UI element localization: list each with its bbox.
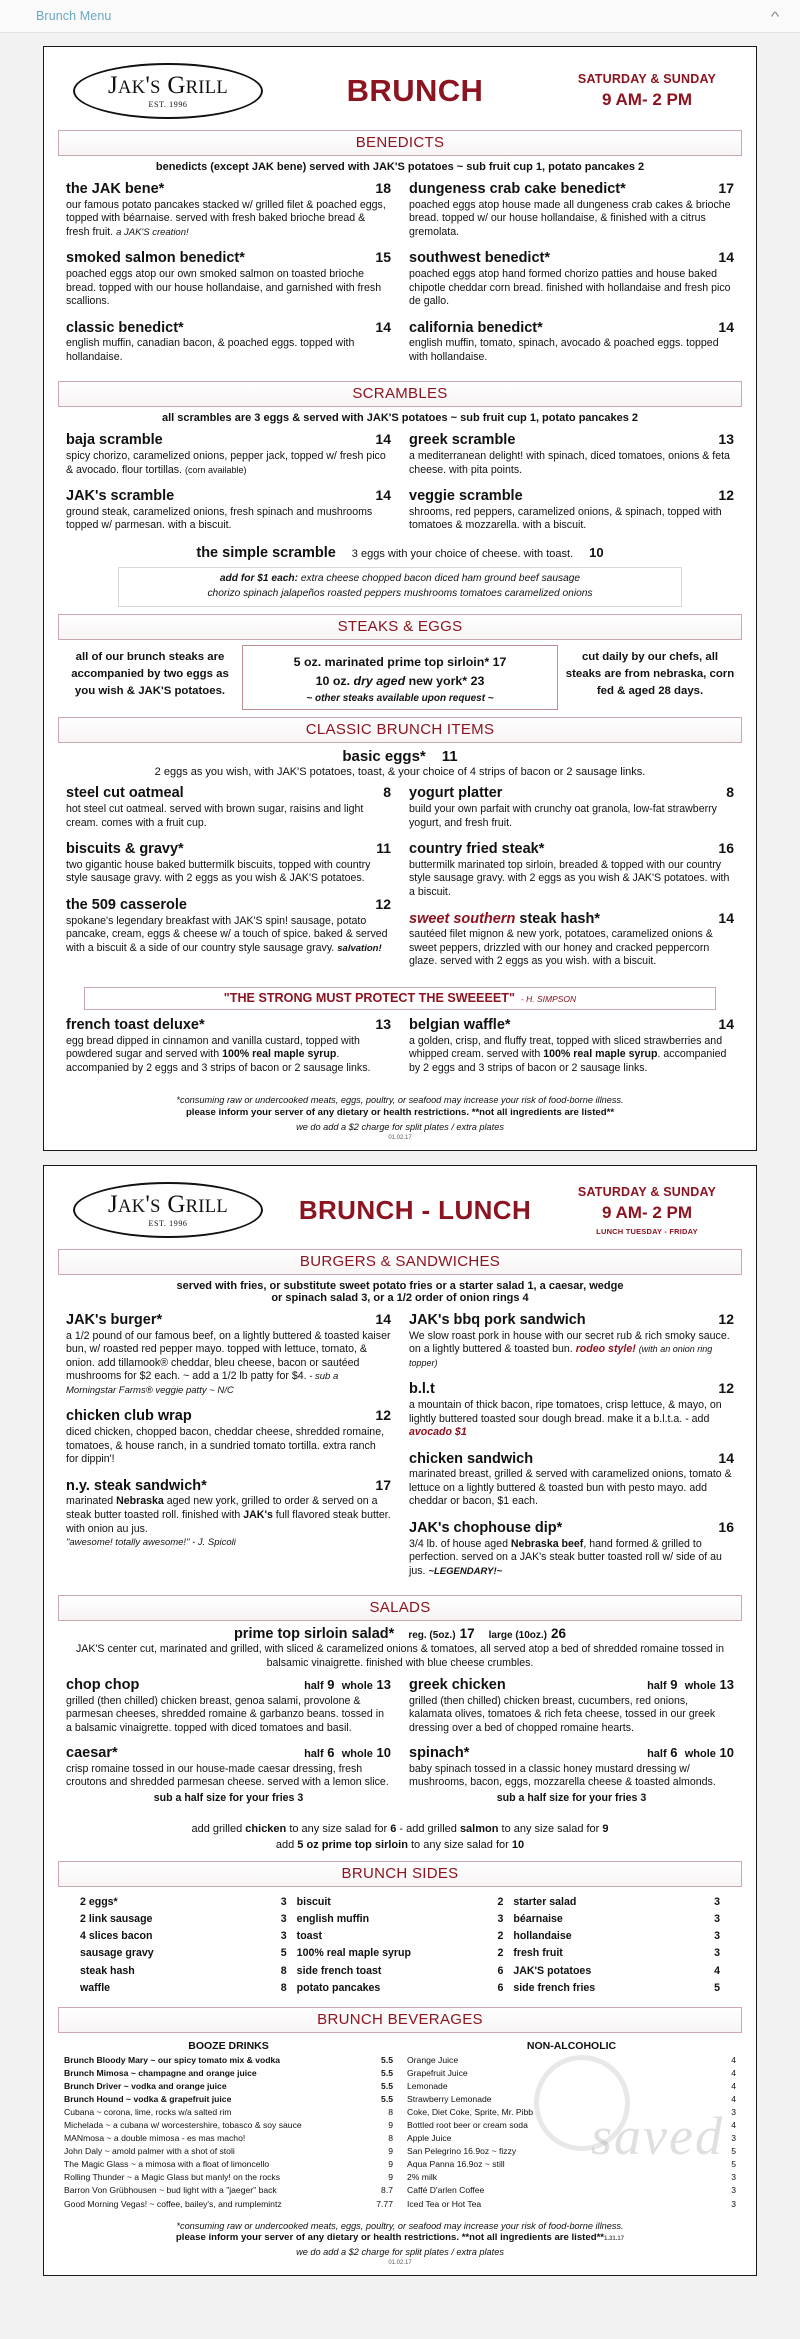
side-row: béarnaise 3 bbox=[513, 1913, 721, 1926]
item-name: yogurt platter bbox=[409, 785, 503, 802]
item-price: 17 bbox=[718, 180, 734, 196]
item-desc: a mountain of thick bacon, ripe tomatoes, crisp lettuce, & mayo, on lightly buttered toasted sour dough bread. make it a b.l.t.a. - add avocado $1 bbox=[409, 1399, 722, 1439]
section-heading-brunch-beverages: BRUNCH BEVERAGES bbox=[58, 2007, 742, 2033]
logo-text: JAK'S GRILL bbox=[108, 72, 228, 99]
item-price: 16 bbox=[718, 1519, 734, 1535]
side-row: steak hash 8 bbox=[80, 1964, 287, 1977]
salad-items bbox=[58, 1677, 742, 1814]
item-price: 14 bbox=[718, 249, 734, 266]
side-row: side french toast 6 bbox=[296, 1964, 504, 1977]
menu-item bbox=[409, 1016, 734, 1075]
footer-revision-date: 01.02.17 bbox=[388, 2260, 412, 2267]
item-desc: diced chicken, chopped bacon, cheddar cheese, shredded romaine, tomatoes, & house ranch, in a sundried tomato tortilla. extra ranch for dippin'! bbox=[66, 1426, 385, 1466]
item-desc: a golden, crisp, and fluffy treat, topped with sliced strawberries and whipped cream. served with 100% real maple syrup. accompanied by 2 eggs and 3 strips of bacon or 2 sausage links. bbox=[409, 1034, 727, 1074]
item-desc: poached eggs atop hand formed chorizo patties and house baked chipotle cheddar corn bread. finished with hollandaise and fresh pico de gallo. bbox=[409, 267, 731, 308]
classic-items bbox=[58, 784, 742, 978]
item-desc: 3 eggs with your choice of cheese. with toast. bbox=[351, 547, 574, 560]
menu-item bbox=[409, 1519, 734, 1578]
logo-est: EST. 1996 bbox=[148, 100, 188, 109]
section-heading-salads: SALADS bbox=[58, 1595, 742, 1621]
page1-footer bbox=[58, 1094, 742, 1142]
page-title: BRUNCH - LUNCH bbox=[298, 1194, 532, 1225]
logo bbox=[62, 63, 274, 119]
item-name: caesar* bbox=[66, 1745, 118, 1762]
side-row: toast 2 bbox=[296, 1930, 504, 1943]
beverage-row: 2% milk 3 bbox=[407, 2172, 736, 2183]
menu-item bbox=[409, 1380, 734, 1439]
item-credit: "awesome! totally awesome!" - J. Spicoli bbox=[66, 1537, 236, 1549]
item-credit-note: (with an onion ring topper) bbox=[409, 1344, 713, 1368]
menu-item bbox=[409, 910, 734, 969]
section-heading-steaks-and-eggs: STEAKS & EGGS bbox=[58, 614, 742, 640]
size-reg-label: reg. (5oz.) bbox=[408, 1630, 456, 1642]
hours-days: SATURDAY & SUNDAY bbox=[577, 1184, 717, 1199]
menu-item bbox=[66, 1407, 391, 1466]
item-price: 14 bbox=[718, 909, 734, 926]
item-price: 14 bbox=[718, 1449, 734, 1466]
item-sizes: half 9 whole 13 bbox=[647, 1676, 734, 1692]
item-desc: spicy chorizo, caramelized onions, pepper jack, topped w/ fresh pico & avocado. flour tortillas. bbox=[66, 450, 386, 476]
item-price: 14 bbox=[375, 487, 391, 504]
item-name: chop chop bbox=[66, 1676, 140, 1693]
item-desc: grilled (then chilled) chicken breast, cucumbers, red onions, kalamata olives, tomatoes & rich feta cheese, tossed in our greek dressing over a bed of chopped romaine hearts. bbox=[409, 1694, 716, 1734]
item-price: 15 bbox=[375, 249, 391, 266]
item-price: 12 bbox=[718, 487, 734, 504]
menu-item bbox=[66, 487, 391, 533]
side-row: 100% real maple syrup 2 bbox=[296, 1947, 504, 1960]
item-desc: ground steak, caramelized onions, fresh spinach and mushrooms topped w/ parmesan. with a biscuit. bbox=[66, 505, 373, 532]
item-desc: poached eggs atop house made all dungeness crab cakes & brioche bread. topped w/ our house hollandaise, & finished with a citrus gremolata. bbox=[409, 198, 731, 238]
menu-item bbox=[409, 249, 734, 308]
item-price: 14 bbox=[375, 1311, 391, 1328]
beverage-row: Barron Von Grübhousen ~ bud light with a "jaeger" back 8.7 bbox=[64, 2185, 393, 2196]
menu-item bbox=[409, 431, 734, 477]
item-name: dungeness crab cake benedict* bbox=[409, 181, 626, 197]
footer-split-charge: we do add a $2 charge for split plates / extra plates bbox=[296, 2246, 504, 2257]
menu-item bbox=[66, 1016, 391, 1075]
beverage-row: Michelada ~ a cubana w/ worcestershire, tobasco & soy sauce 9 bbox=[64, 2120, 393, 2131]
side-row: JAK'S potatoes 4 bbox=[513, 1964, 721, 1977]
side-row: 4 slices bacon 3 bbox=[80, 1930, 287, 1943]
footer-disclaimer: *consuming raw or undercooked meats, eggs, poultry, or seafood may increase your risk of food-borne illness. bbox=[176, 1095, 624, 1106]
item-price: 13 bbox=[375, 1015, 391, 1032]
footer-revision-date: 01.02.17 bbox=[388, 1134, 412, 1141]
item-price: 12 bbox=[718, 1380, 734, 1397]
footer-split-charge: we do add a $2 charge for split plates / extra plates bbox=[296, 1121, 504, 1132]
section-heading-scrambles: SCRAMBLES bbox=[58, 381, 742, 407]
salad-addons: add grilled chicken to any size salad for 6 - add grilled salmon to any size salad for 9 add 5 oz prime top sirloin to any size salad for 10 bbox=[191, 1822, 609, 1852]
steaks-price-box bbox=[242, 645, 558, 710]
menu-item bbox=[66, 1677, 391, 1735]
beverage-row: Brunch Driver ~ vodka and orange juice 5.5 bbox=[64, 2080, 393, 2091]
beverage-row: Rolling Thunder ~ a Magic Glass but manly! on the rocks 9 bbox=[64, 2172, 393, 2183]
item-price: 8 bbox=[726, 784, 734, 801]
item-name: chicken club wrap bbox=[66, 1408, 192, 1425]
item-desc-note: (corn available) bbox=[184, 464, 247, 475]
item-name: baja scramble bbox=[66, 432, 163, 449]
menu-item bbox=[409, 1677, 734, 1735]
item-credit: salvation! bbox=[337, 942, 382, 954]
chevron-up-icon[interactable]: ^ bbox=[770, 8, 780, 24]
item-sizes: half 6 whole 10 bbox=[304, 1745, 391, 1761]
item-name: JAK's scramble bbox=[66, 488, 175, 505]
menu-item bbox=[66, 431, 391, 477]
steaks-left-note: all of our brunch steaks are accompanied by two eggs as you wish & JAK'S potatoes. bbox=[71, 651, 229, 697]
hours bbox=[556, 1185, 738, 1236]
beverage-row: Brunch Bloody Mary ~ our spicy tomato mix & vodka 5.5 bbox=[64, 2054, 393, 2065]
item-desc: marinated breast, grilled & served with caramelized onions, tomato & lettuce on a lightly buttered & toasted bun with pesto mayo. add cheddar or bacon, $1 each. bbox=[409, 1468, 732, 1508]
item-price: 11 bbox=[376, 840, 391, 857]
item-desc: a 1/2 pound of our famous beef, on a lightly buttered & toasted kaiser bun, w/ roasted red pepper mayo. topped with lettuce, tomato, & onion. add tillamook® cheddar, bleu cheese, bacon or sautéed mushrooms for $2 each. ~ add a 1/2 lb patty for $4. bbox=[66, 1329, 391, 1383]
scrambles-items bbox=[58, 431, 742, 543]
item-desc: spokane's legendary breakfast with JAK'S spin! sausage, potato pancake, cream, eggs & cheese w/ a touch of spice. baked & served with a biscuit & a side of our country style sausage gravy. bbox=[66, 914, 388, 954]
item-desc: shrooms, red peppers, caramelized onions, & spinach, topped with tomatoes & mozzarella. with a biscuit. bbox=[409, 505, 722, 532]
item-desc: crisp romaine tossed in our house-made caesar dressing, fresh croutons and shredded parmesan cheese. served with a lemon slice. bbox=[66, 1762, 389, 1789]
item-name: sweet southern steak hash* bbox=[409, 910, 600, 927]
simple-scramble bbox=[58, 545, 742, 561]
menu-item bbox=[409, 1745, 734, 1804]
section-heading-burgers-and-sandwiches: BURGERS & SANDWICHES bbox=[58, 1249, 742, 1275]
hours-time: 9 AM- 2 PM bbox=[601, 1202, 693, 1222]
side-row: english muffin 3 bbox=[296, 1913, 504, 1926]
beverage-row: Aqua Panna 16.9oz ~ still 5 bbox=[407, 2159, 736, 2170]
brunch-menu-accordion-header[interactable] bbox=[0, 0, 800, 33]
item-price: 12 bbox=[375, 1407, 391, 1424]
item-desc: our famous potato pancakes stacked w/ grilled filet & poached eggs, topped with béarnaise. served with fresh baked brioche bread & fresh fruit. bbox=[66, 198, 386, 238]
side-row: starter salad 3 bbox=[513, 1895, 721, 1908]
basic-eggs-item bbox=[58, 748, 742, 778]
logo bbox=[62, 1182, 274, 1238]
menu-item bbox=[66, 1745, 391, 1804]
beverage-row: John Daly ~ amold palmer with a shot of stoli 9 bbox=[64, 2146, 393, 2157]
item-name: southwest benedict* bbox=[409, 250, 550, 267]
section-heading-brunch-sides: BRUNCH SIDES bbox=[58, 1861, 742, 1887]
sides-column bbox=[80, 1894, 287, 1997]
side-row: hollandaise 3 bbox=[513, 1930, 721, 1943]
logo-est: EST. 1996 bbox=[148, 1219, 188, 1229]
item-desc: We slow roast pork in house with our secret rub & rich smoky sauce. on a lightly buttered & toasted bun. bbox=[409, 1329, 730, 1356]
item-credit: rodeo style! bbox=[575, 1343, 636, 1356]
beverages-block bbox=[58, 2038, 742, 2211]
item-price: 13 bbox=[718, 431, 734, 448]
beverage-row: Orange Juice 4 bbox=[407, 2054, 736, 2065]
burgers-items bbox=[58, 1311, 742, 1588]
menu-item bbox=[409, 784, 734, 830]
menu-item bbox=[66, 1311, 391, 1397]
addons-label: add for $1 each: bbox=[219, 572, 299, 584]
item-desc: build your own parfait with crunchy oat granola, low-fat strawberry yogurt, and fresh fruit. bbox=[409, 803, 717, 829]
item-name: spinach* bbox=[409, 1745, 470, 1762]
beverage-row: Bottled root beer or cream soda 4 bbox=[407, 2120, 736, 2131]
item-desc: hot steel cut oatmeal. served with brown sugar, raisins and light cream. comes with a fruit cup. bbox=[66, 803, 364, 829]
addons-row-1: extra cheese chopped bacon diced ham ground beef sausage bbox=[300, 572, 581, 584]
item-price: 17 bbox=[375, 1476, 391, 1493]
footer-notice: please inform your server of any dietary or health restrictions. **not all ingredients are listed**1.31.17 bbox=[175, 2232, 625, 2244]
item-name: prime top sirloin salad* bbox=[233, 1626, 395, 1643]
item-name: greek scramble bbox=[409, 432, 516, 449]
steaks-right-note: cut daily by our chefs, all steaks are from nebraska, corn fed & aged 28 days. bbox=[565, 651, 735, 697]
non-alcoholic-column bbox=[407, 2040, 736, 2211]
hours-days: SATURDAY & SUNDAY bbox=[577, 72, 717, 86]
item-name: JAK's chophouse dip* bbox=[409, 1520, 563, 1536]
beverage-row: Cubana ~ corona, lime, rocks w/a salted rim 8 bbox=[64, 2107, 393, 2118]
brunch-sides-list bbox=[58, 1892, 742, 2001]
size-large-label: large (10oz.) bbox=[488, 1630, 547, 1642]
side-row: sausage gravy 5 bbox=[80, 1947, 287, 1960]
beverage-row: Good Morning Vegas! ~ coffee, bailey's, and rumplemintz 7.77 bbox=[64, 2198, 393, 2209]
beverage-row: Grapefruit Juice 4 bbox=[407, 2067, 736, 2078]
sweets-items bbox=[58, 1016, 742, 1085]
item-desc: sautéed filet mignon & new york, potatoes, caramelized onions & sweet peppers, drizzled with our honey and cracked peppercorn glaze. served with 2 eggs as you wish. with a biscuit. bbox=[409, 928, 713, 968]
item-name: california benedict* bbox=[409, 319, 543, 336]
beverage-row: Iced Tea or Hot Tea 3 bbox=[407, 2198, 736, 2209]
masthead bbox=[58, 1176, 742, 1242]
beverage-row: Apple Juice 3 bbox=[407, 2133, 736, 2144]
menu-item bbox=[66, 180, 391, 239]
prime-top-sirloin-salad bbox=[58, 1626, 742, 1671]
item-name: country fried steak* bbox=[409, 841, 545, 858]
item-name: belgian waffle* bbox=[409, 1016, 511, 1033]
logo-text: JAK'S GRILL bbox=[108, 1191, 228, 1219]
price-reg: 17 bbox=[459, 1626, 475, 1642]
item-desc: buttermilk marinated top sirloin, breaded & topped with our country style sausage gravy. with 2 eggs as you wish & JAK'S potatoes. with a biscuit. bbox=[409, 858, 730, 899]
price-large: 26 bbox=[551, 1626, 567, 1642]
quote-attribution: - H. SIMPSON bbox=[520, 993, 577, 1004]
section-heading-benedicts: BENEDICTS bbox=[58, 130, 742, 156]
item-desc: 2 eggs as you wish, with JAK'S potatoes, toast, & your choice of 4 strips of bacon or 2 sausage links. bbox=[154, 766, 646, 779]
item-name: the simple scramble bbox=[196, 544, 336, 561]
menu-item bbox=[66, 249, 391, 308]
side-row: waffle 8 bbox=[80, 1981, 287, 1994]
item-name: b.l.t bbox=[409, 1381, 435, 1398]
item-name: classic benedict* bbox=[66, 319, 184, 336]
item-desc: english muffin, tomato, spinach, avocado & poached eggs. topped with hollandaise. bbox=[409, 337, 719, 363]
masthead bbox=[58, 57, 742, 123]
menu-item bbox=[66, 840, 391, 886]
hours-time: 9 AM- 2 PM bbox=[601, 90, 693, 109]
sides-column bbox=[297, 1894, 504, 1997]
steaks-request-note: ~ other steaks available upon request ~ bbox=[306, 693, 494, 705]
booze-heading: BOOZE DRINKS bbox=[188, 2039, 269, 2052]
hours-lunch: LUNCH TUESDAY - FRIDAY bbox=[596, 1226, 698, 1236]
beverage-row: Lemonade 4 bbox=[407, 2080, 736, 2091]
menu-item bbox=[66, 1477, 391, 1549]
menu-item bbox=[409, 319, 734, 365]
brunch-menu-sheet bbox=[43, 46, 757, 1151]
item-name: the JAK bene* bbox=[66, 181, 165, 197]
nonalcoholic-heading: NON-ALCOHOLIC bbox=[526, 2039, 617, 2052]
item-desc: a mediterranean delight! with spinach, diced tomatoes, onions & feta cheese. with pita points. bbox=[409, 450, 730, 476]
item-price: 14 bbox=[718, 318, 734, 335]
steak-option-newyork: 10 oz. dry aged new york* 23 bbox=[315, 674, 485, 689]
accordion-title[interactable]: Brunch Menu bbox=[36, 9, 112, 23]
item-name: biscuits & gravy* bbox=[66, 841, 184, 858]
scramble-addons-box bbox=[118, 567, 682, 608]
booze-drinks-column bbox=[64, 2040, 393, 2211]
scrambles-note: all scrambles are 3 eggs & served with JAK'S potatoes ~ sub fruit cup 1, potato pancakes 2 bbox=[161, 412, 639, 425]
menu-item bbox=[409, 487, 734, 533]
item-credit: a JAK'S creation! bbox=[116, 226, 189, 238]
side-row: side french fries 5 bbox=[513, 1981, 721, 1994]
item-name: french toast deluxe* bbox=[66, 1016, 205, 1033]
item-name: chicken sandwich bbox=[409, 1450, 534, 1467]
beverage-row: Brunch Hound ~ vodka & grapefruit juice 5.5 bbox=[64, 2094, 393, 2105]
section-heading-classic-brunch-items: CLASSIC BRUNCH ITEMS bbox=[58, 717, 742, 743]
sides-column bbox=[513, 1894, 720, 1997]
item-subnote: sub a half size for your fries 3 bbox=[496, 1791, 647, 1804]
item-price: 12 bbox=[718, 1311, 734, 1328]
beverage-row: Strawberry Lemonade 4 bbox=[407, 2094, 736, 2105]
menu-item bbox=[66, 319, 391, 365]
item-name: smoked salmon benedict* bbox=[66, 250, 245, 267]
steak-option-sirloin: 5 oz. marinated prime top sirloin* 17 bbox=[293, 655, 507, 670]
page2-footer bbox=[58, 2220, 742, 2268]
item-desc: baby spinach tossed in a classic honey mustard dressing w/ mushrooms, bacon, eggs, mozzarella cheese & toasted almonds. bbox=[409, 1762, 716, 1789]
menu-item bbox=[409, 840, 734, 899]
menu-item bbox=[409, 180, 734, 239]
menu-item bbox=[66, 784, 391, 830]
item-name: n.y. steak sandwich* bbox=[66, 1477, 207, 1494]
benedicts-items bbox=[58, 180, 742, 374]
item-desc: 3/4 lb. of house aged Nebraska beef, hand formed & grilled to perfection. served on a JAK's steak butter toasted roll w/ side of au jus. ~LEGENDARY!~ bbox=[409, 1537, 722, 1577]
item-sizes: half 6 whole 10 bbox=[647, 1745, 734, 1761]
item-name: JAK's bbq pork sandwich bbox=[409, 1312, 586, 1329]
side-row: 2 link sausage 3 bbox=[80, 1913, 287, 1926]
item-name: basic eggs* bbox=[342, 748, 426, 766]
item-name: JAK's burger* bbox=[66, 1312, 163, 1329]
item-desc: english muffin, canadian bacon, & poached eggs. topped with hollandaise. bbox=[66, 337, 355, 363]
beverage-row: The Magic Glass ~ a mimosa with a float of limoncello 9 bbox=[64, 2159, 393, 2170]
item-desc: two gigantic house baked buttermilk biscuits, topped with country style sausage gravy. with 2 eggs as you wish & JAK'S potatoes. bbox=[66, 858, 371, 885]
item-price: 11 bbox=[441, 748, 458, 766]
item-subnote: sub a half size for your fries 3 bbox=[153, 1791, 304, 1804]
item-sizes: half 9 whole 13 bbox=[304, 1676, 391, 1692]
beverage-row: Coke, Diet Coke, Sprite, Mr. Pibb 3 bbox=[407, 2107, 736, 2118]
item-desc: grilled (then chilled) chicken breast, genoa salami, provolone & parmesan cheeses, shredded romaine & garbanzo beans. tossed in a balsamic vinaigrette. topped with diced tomatoes and basil. bbox=[66, 1694, 385, 1734]
footer-disclaimer: *consuming raw or undercooked meats, eggs, poultry, or seafood may increase your risk of food-borne illness. bbox=[176, 2220, 624, 2231]
item-price: 14 bbox=[375, 318, 391, 335]
beverage-row: MANmosa ~ a double mimosa - es mas macho! 8 bbox=[64, 2133, 393, 2144]
item-desc: egg bread dipped in cinnamon and vanilla custard, topped with powdered sugar and served with 100% real maple syrup. accompanied by 2 eggs and 3 strips of bacon or 2 sausage links. bbox=[66, 1034, 371, 1074]
hours bbox=[556, 72, 738, 110]
menu-item bbox=[409, 1311, 734, 1370]
page-title: BRUNCH bbox=[346, 73, 484, 108]
quote-text: "THE STRONG MUST PROTECT THE SWEEEET" bbox=[223, 990, 515, 1005]
beverage-row: Caffé D'arlen Coffee 3 bbox=[407, 2185, 736, 2196]
item-price: 18 bbox=[375, 180, 391, 196]
benedicts-note: benedicts (except JAK bene) served with JAK'S potatoes ~ sub fruit cup 1, potato pancakes 2 bbox=[155, 161, 645, 173]
item-price: 14 bbox=[375, 431, 391, 448]
side-row: biscuit 2 bbox=[296, 1895, 504, 1908]
menu-item bbox=[66, 896, 391, 955]
item-name: steel cut oatmeal bbox=[66, 785, 184, 802]
side-row: potato pancakes 6 bbox=[296, 1981, 504, 1994]
item-price: 14 bbox=[718, 1015, 734, 1032]
beverage-row: San Pelegrino 16.9oz ~ fizzy 5 bbox=[407, 2146, 736, 2157]
brunch-lunch-menu-sheet bbox=[43, 1165, 757, 2276]
watermark-text: saved bbox=[591, 2105, 724, 2166]
item-name: greek chicken bbox=[409, 1676, 506, 1693]
footer-notice: please inform your server of any dietary or health restrictions. **not all ingredients are listed** bbox=[185, 1106, 615, 1118]
steaks-and-eggs-block bbox=[58, 645, 742, 710]
quote-banner bbox=[84, 987, 716, 1010]
menu-item bbox=[409, 1450, 734, 1509]
item-price: 8 bbox=[383, 784, 391, 801]
side-row: 2 eggs* 3 bbox=[80, 1895, 287, 1908]
addons-row-2: chorizo spinach jalapeños roasted peppers mushrooms tomatoes caramelized onions bbox=[207, 587, 593, 599]
item-price: 16 bbox=[718, 840, 734, 857]
item-price: 12 bbox=[375, 896, 391, 913]
item-desc: poached eggs atop our own smoked salmon on toasted brioche bread. topped with our house hollandaise, and garnished with fresh scallions. bbox=[66, 267, 382, 308]
item-name: the 509 casserole bbox=[66, 897, 187, 914]
item-name: veggie scramble bbox=[409, 488, 523, 505]
item-credit: - sub a Morningstar Farms® veggie patty ~ N/C bbox=[66, 1371, 339, 1396]
item-desc: JAK'S center cut, marinated and grilled, with sliced & caramelized onions & tomatoes, all served atop a bed of shredded romaine tossed in balsamic vinaigrette. finished with blue cheese crumbles. bbox=[75, 1643, 724, 1670]
burgers-note: served with fries, or substitute sweet potato fries or a starter salad 1, a caesar, wedge or spinach salad 3, or a 1/2 order of onion rings 4 bbox=[176, 1280, 624, 1305]
item-price: 10 bbox=[589, 544, 604, 560]
item-desc: marinated Nebraska aged new york, grilled to order & served on a steak butter toasted roll. finished with JAK's full flavored steak butter. with onion au jus. bbox=[66, 1495, 391, 1535]
beverage-row: Brunch Mimosa ~ champagne and orange juice 5.5 bbox=[64, 2067, 393, 2078]
side-row: fresh fruit 3 bbox=[513, 1947, 721, 1960]
